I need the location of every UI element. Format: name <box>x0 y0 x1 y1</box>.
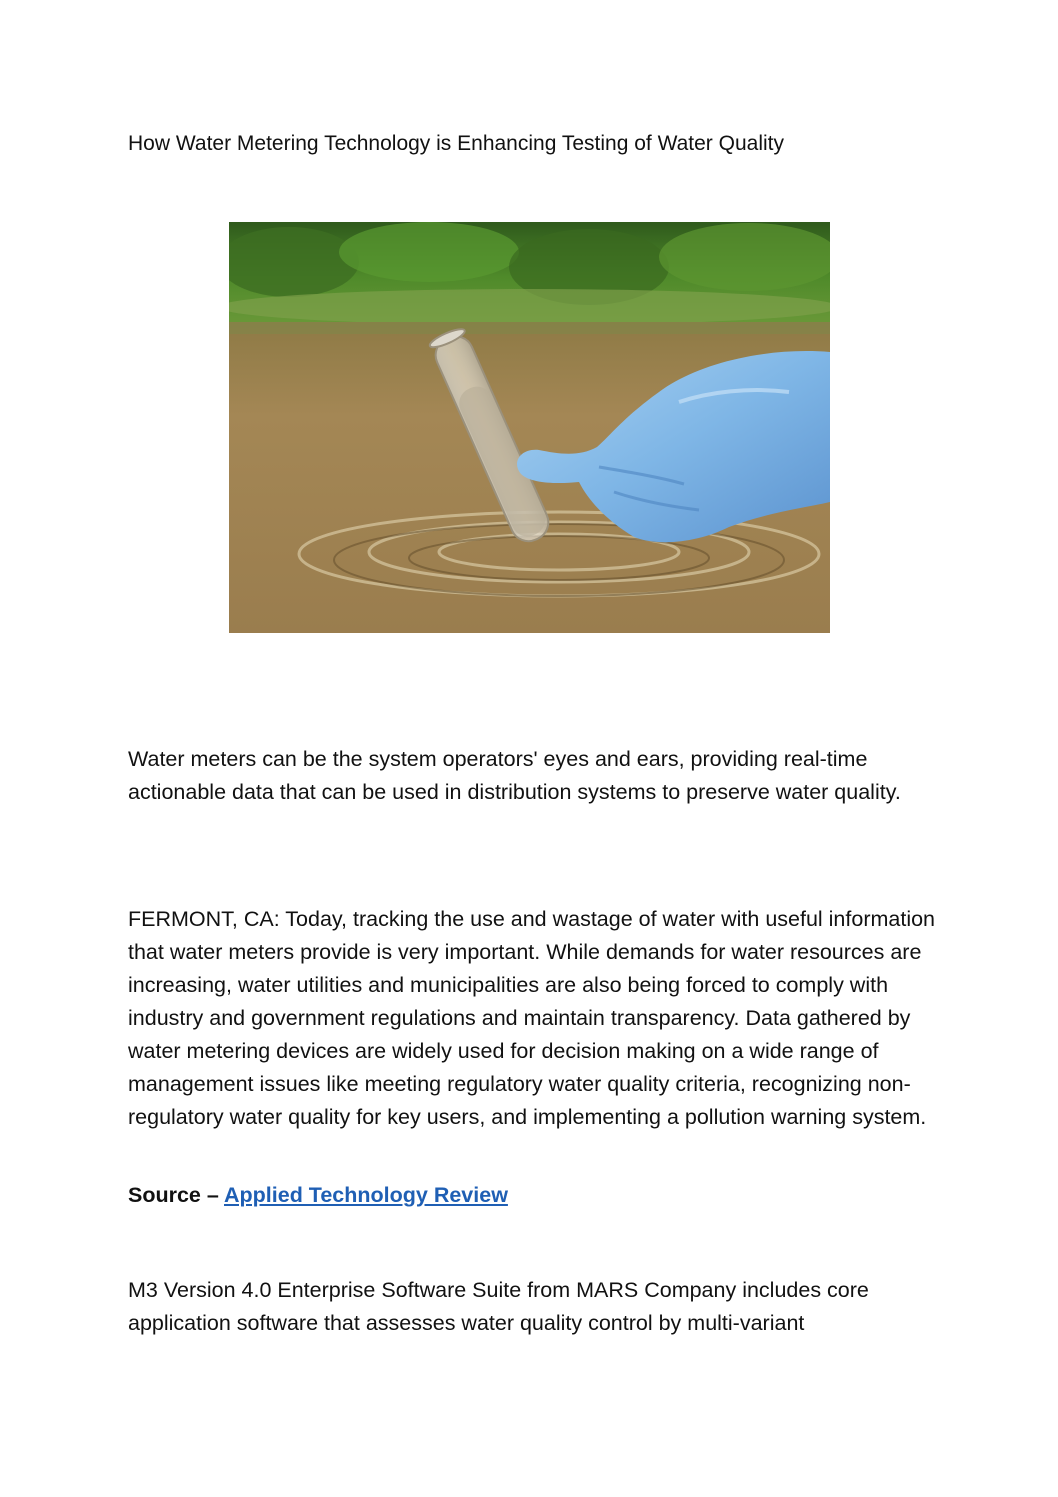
closing-paragraph: M3 Version 4.0 Enterprise Software Suite from MARS Company includes core application software that assesses water quality control by multi-variant <box>128 1278 869 1335</box>
source-line <box>128 1179 508 1212</box>
page-title: How Water Metering Technology is Enhancing Testing of Water Quality <box>128 132 784 155</box>
water-sample-photo <box>229 222 830 633</box>
body-paragraph: FERMONT, CA: Today, tracking the use and wastage of water with useful information that water meters provide is very important. While demands for water resources are increasing, water utilities and municipalities are also being forced to comply with industry and government regulations and maintain transparency. Data gathered by water metering devices are widely used for decision making on a wide range of management issues like meeting regulatory water quality criteria, recognizing non-regulatory water quality for key users, and implementing a pollution warning system. <box>128 907 936 1129</box>
intro-paragraph: Water meters can be the system operators' eyes and ears, providing real-time actionable data that can be used in distribution systems to preserve water quality. <box>128 747 901 804</box>
water-sample-test-tube-icon <box>229 222 830 633</box>
source-label: Source – <box>128 1183 224 1207</box>
source-link[interactable]: Applied Technology Review <box>224 1183 508 1207</box>
